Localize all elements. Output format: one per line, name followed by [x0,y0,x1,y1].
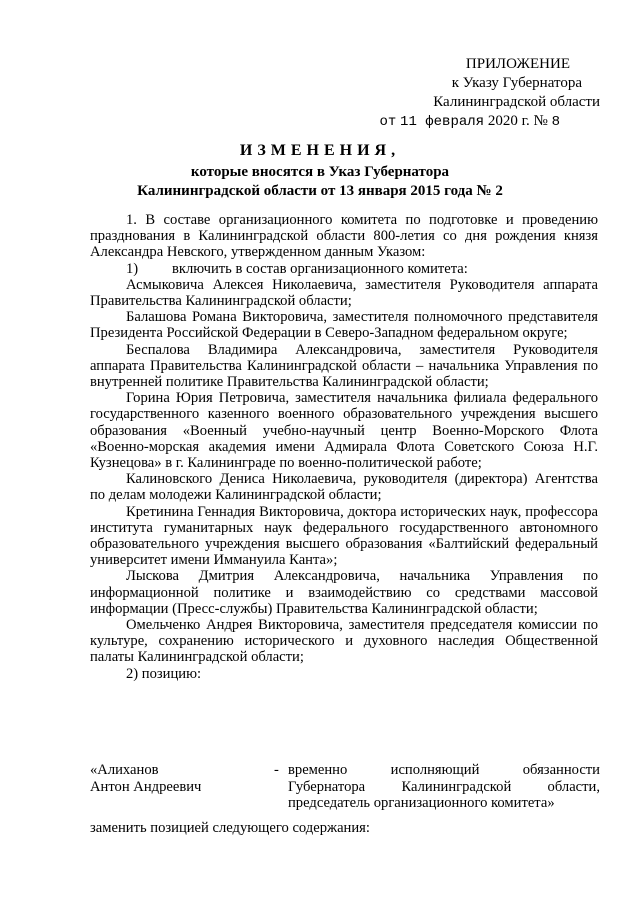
member-paragraph: Калиновского Дениса Николаевича, руководителя (директора) Агентства по делам молодежи Калининградской области; [90,471,598,504]
date-prefix: от [379,114,397,130]
member-paragraph: Беспалова Владимира Александровича, заместителя Руководителя аппарата Правительства Калининградской области – начальника Управления по внутренней политике Правительства Калининградской области; [90,341,598,391]
document-body [90,212,598,682]
list-item-1 [90,261,598,277]
member-paragraph: Лыскова Дмитрия Александровича, начальника Управления по информационной политике и взаимодействию со средствами массовой информации (Пресс-службы) Правительства Калининградской области; [90,568,598,617]
appendix-date-line [360,112,560,132]
position-name [90,762,270,795]
document-title: ИЗМЕНЕНИЯ, [239,142,401,159]
list-item-1-text: включить в состав организационного комитета: [172,260,468,277]
number-sign: № [533,113,548,129]
appendix-decree-ref: к Указу Губернатора [451,75,582,91]
decree-number: 8 [551,114,560,130]
date-value: 11 февраля [400,114,485,130]
replace-instruction: заменить позицией следующего содержания: [90,820,370,836]
position-role-line-3: председатель организационного комитета» [288,795,555,811]
appendix-header [360,55,600,132]
member-paragraph: Горина Юрия Петровича, заместителя начальника филиала федерального государственного казенного военного образовательного учреждения высшего образования «Военный учебно-научный центр Военно-Морского Флота «Военно-морская академия имени Адмирала Флота Советского Союза Н.Г. Кузнецова» в г. Калининграде по военно-политической работе; [90,390,598,472]
subtitle-line-2: Калининградской области от 13 января 2015 года № 2 [137,183,503,199]
position-dash: - [274,762,279,778]
list-item-2: 2) позицию: [126,665,202,682]
date-year: 2020 г. [487,113,530,129]
paragraph-1: 1. В составе организационного комитета по подготовке и проведению празднования в Калининградской области 800-летия со дня рождения князя Александра Невского, утвержденном данным Указом: [90,212,598,261]
position-name-line-2: Антон Андреевич [90,778,202,795]
member-paragraph: Омельченко Андрея Викторовича, заместителя председателя комиссии по культуре, сохранению исторического и духовного наследия Общественной палаты Калининградской области; [90,617,598,666]
subtitle-line-1: которые вносятся в Указ Губернатора [190,164,450,180]
appendix-region: Калининградской области [433,94,600,110]
position-name-line-1: «Алиханов [90,762,159,778]
list-item-1-number: 1) [126,260,139,277]
position-role-line-2: Губернатора Калининградской области, [288,778,600,795]
member-paragraph: Асмыковича Алексея Николаевича, заместителя Руководителя аппарата Правительства Калининградской области; [90,276,598,310]
member-paragraph: Балашова Романа Викторовича, заместителя полномочного представителя Президента Российской Федерации в Северо-Западном федеральном округе; [90,309,598,342]
appendix-title: ПРИЛОЖЕНИЕ [465,56,570,72]
member-paragraph: Кретинина Геннадия Викторовича, доктора исторических наук, профессора института гуманитарных наук федерального государственного автономного образовательного учреждения высшего образования «Балтийский федеральный университет имени Иммануила Канта»; [90,503,598,569]
position-role [288,762,600,812]
position-role-line-1: временно исполняющий обязанности [288,762,600,778]
document-subtitle [90,163,550,201]
